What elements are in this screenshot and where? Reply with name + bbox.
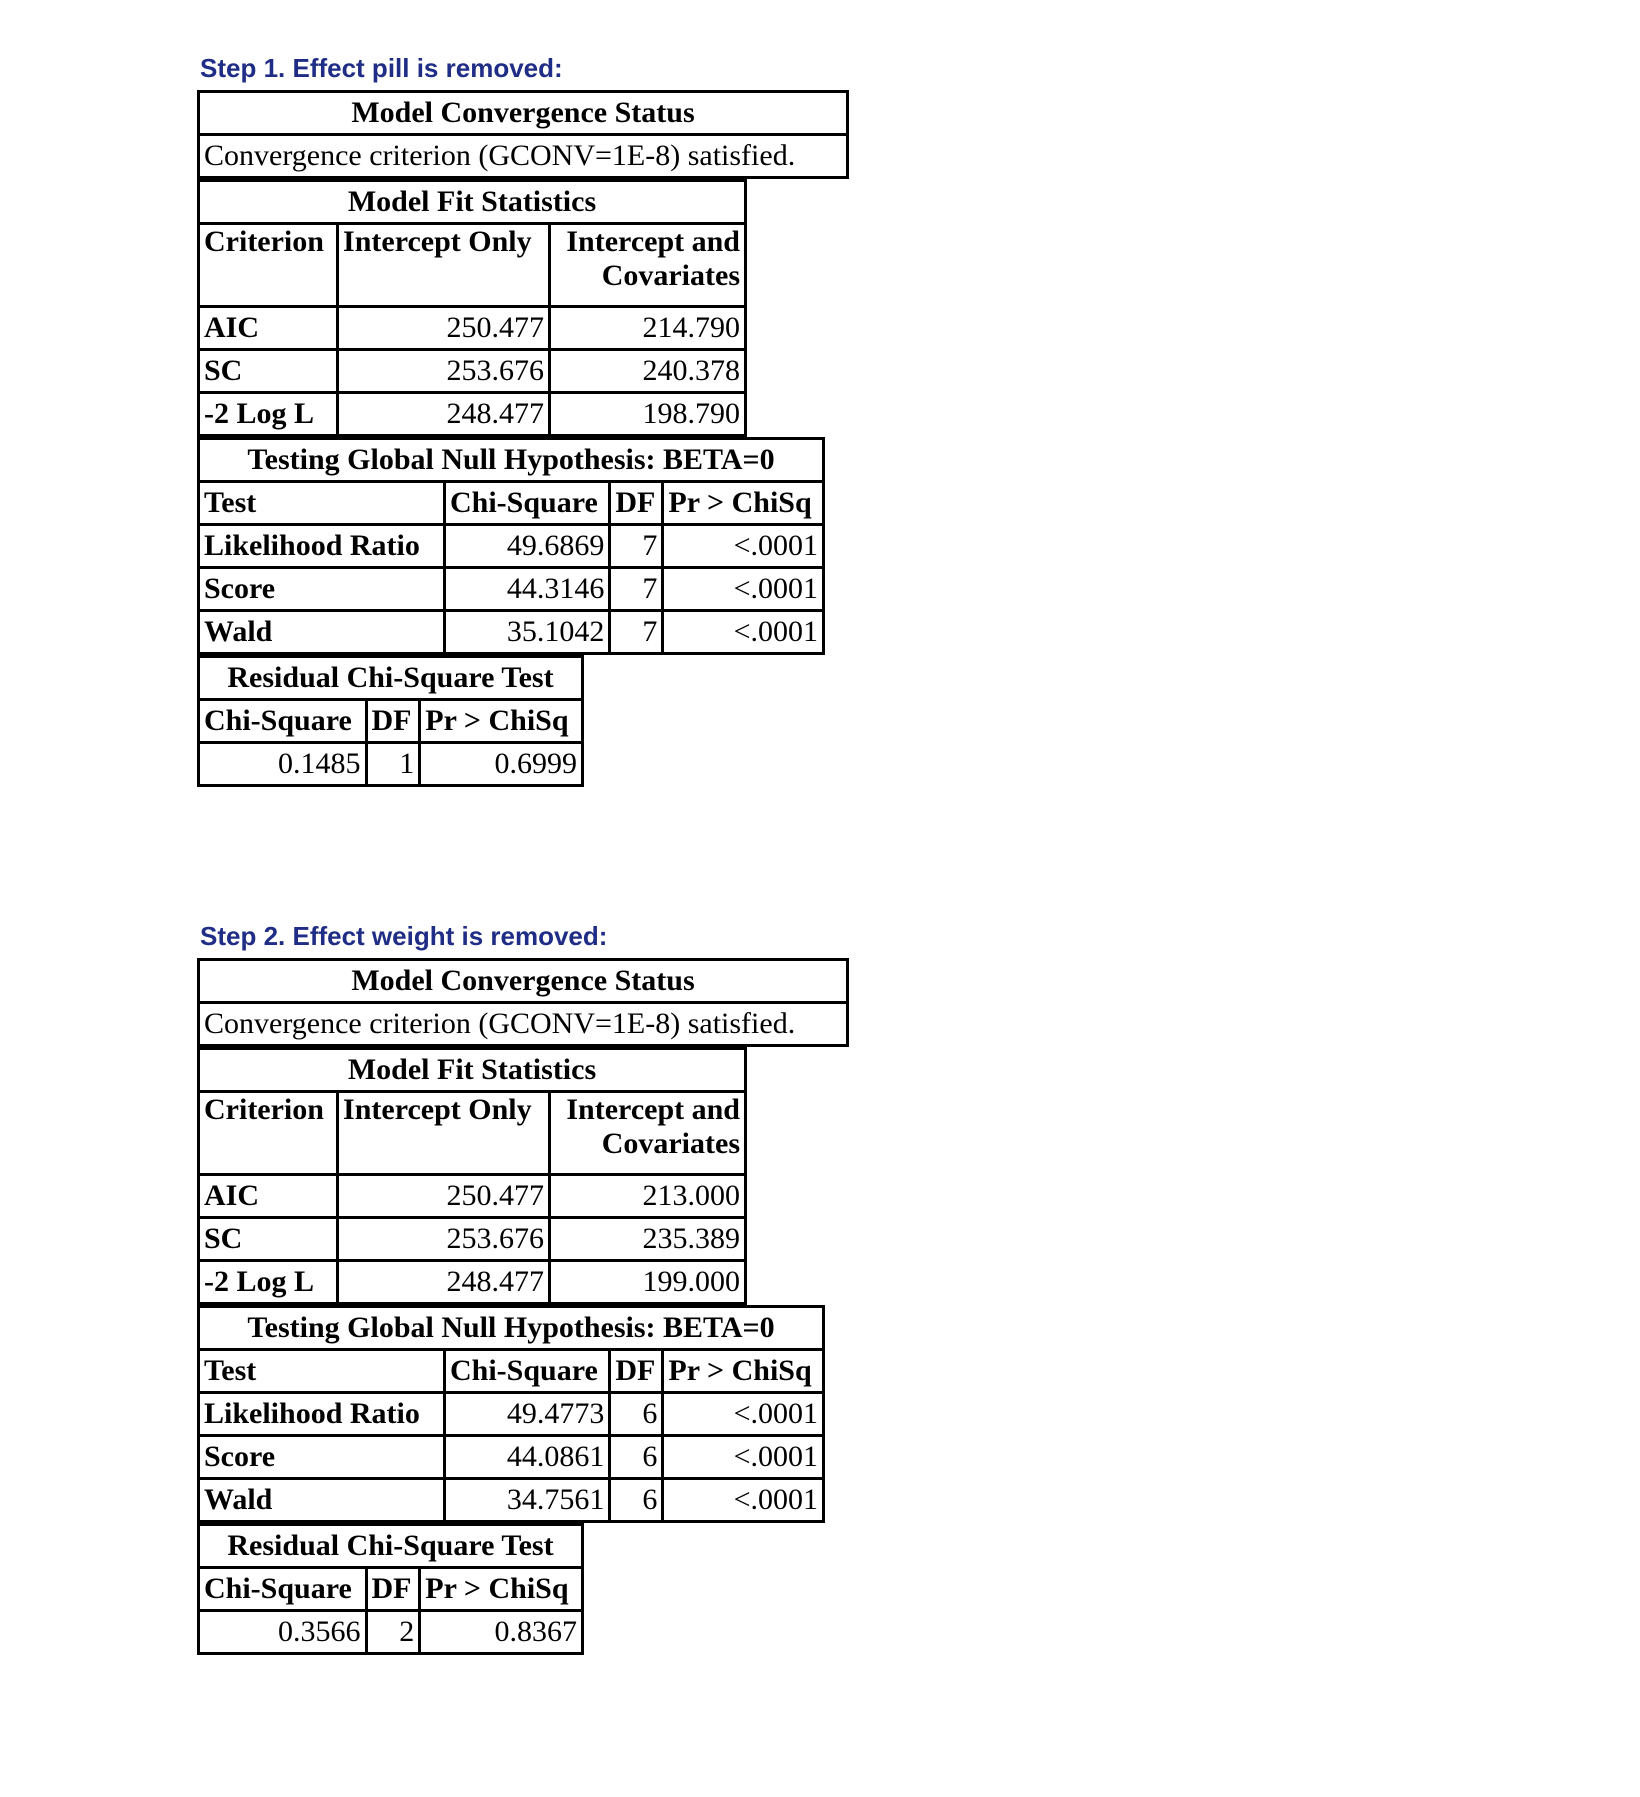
convergence-text: Convergence criterion (GCONV=1E-8) satisfied. (199, 135, 848, 178)
row-label: Likelihood Ratio (199, 525, 445, 568)
row-label: Score (199, 568, 445, 611)
header-line: Covariates (601, 1127, 740, 1160)
table-cell: 0.1485 (199, 743, 367, 786)
table-cell: 44.3146 (445, 568, 610, 611)
column-header: DF (610, 482, 663, 525)
table-cell: <.0001 (663, 1393, 824, 1436)
table-cell: 235.389 (549, 1218, 745, 1261)
row-label: Score (199, 1436, 445, 1479)
table-cell: 248.477 (338, 393, 550, 436)
table-caption: Model Convergence Status (199, 960, 848, 1003)
table-caption: Residual Chi-Square Test (199, 657, 583, 700)
table-cell: 6 (610, 1393, 663, 1436)
step-2-section (197, 920, 849, 1655)
table-row (199, 1479, 824, 1522)
table-row (199, 393, 746, 436)
column-header: Test (199, 1350, 445, 1393)
table-cell: 0.8367 (420, 1611, 583, 1654)
row-label: -2 Log L (199, 1261, 338, 1304)
table-cell: 7 (610, 568, 663, 611)
column-header: DF (366, 700, 420, 743)
residual-chi-square-table (197, 1523, 584, 1655)
row-label: SC (199, 350, 338, 393)
table-row (199, 743, 583, 786)
table-caption: Model Fit Statistics (199, 181, 746, 224)
column-header: Intercept Only (338, 224, 550, 307)
residual-chi-square-table (197, 655, 584, 787)
table-cell: 199.000 (549, 1261, 745, 1304)
table-caption: Residual Chi-Square Test (199, 1525, 583, 1568)
column-header: Pr > ChiSq (663, 1350, 824, 1393)
table-cell: 248.477 (338, 1261, 550, 1304)
table-cell: 6 (610, 1436, 663, 1479)
header-line: Intercept and (566, 225, 740, 258)
table-cell: <.0001 (663, 568, 824, 611)
column-header: DF (610, 1350, 663, 1393)
header-line: Covariates (601, 259, 740, 292)
fit-statistics-table (197, 179, 747, 437)
table-row (199, 1611, 583, 1654)
table-cell: 214.790 (549, 307, 745, 350)
column-header: Chi-Square (199, 700, 367, 743)
table-cell: 0.6999 (420, 743, 583, 786)
column-header: Pr > ChiSq (420, 700, 583, 743)
table-row (199, 1393, 824, 1436)
table-cell: <.0001 (663, 611, 824, 654)
table-row (199, 1436, 824, 1479)
table-caption: Model Convergence Status (199, 92, 848, 135)
row-label: AIC (199, 1175, 338, 1218)
header-line: Intercept and (566, 1093, 740, 1126)
table-row (199, 525, 824, 568)
column-header: Chi-Square (199, 1568, 367, 1611)
table-caption: Testing Global Null Hypothesis: BETA=0 (199, 439, 824, 482)
table-cell: 7 (610, 611, 663, 654)
table-cell: 240.378 (549, 350, 745, 393)
step-title: Step 2. Effect weight is removed: (200, 921, 608, 951)
row-label: Wald (199, 611, 445, 654)
column-header: Criterion (199, 1092, 338, 1175)
table-row (199, 1261, 746, 1304)
table-cell: 7 (610, 525, 663, 568)
row-label: AIC (199, 307, 338, 350)
table-caption: Testing Global Null Hypothesis: BETA=0 (199, 1307, 824, 1350)
table-cell: 2 (366, 1611, 420, 1654)
table-row (199, 568, 824, 611)
column-header: Criterion (199, 224, 338, 307)
table-cell: 49.4773 (445, 1393, 610, 1436)
global-null-table (197, 1305, 825, 1523)
column-header (549, 224, 745, 307)
table-cell: 253.676 (338, 1218, 550, 1261)
table-row (199, 1175, 746, 1218)
table-cell: 49.6869 (445, 525, 610, 568)
table-row (199, 611, 824, 654)
table-cell: 6 (610, 1479, 663, 1522)
table-cell: <.0001 (663, 1436, 824, 1479)
row-label: Likelihood Ratio (199, 1393, 445, 1436)
table-cell: 44.0861 (445, 1436, 610, 1479)
table-cell: 250.477 (338, 307, 550, 350)
column-header: Pr > ChiSq (420, 1568, 583, 1611)
table-cell: 253.676 (338, 350, 550, 393)
table-row (199, 350, 746, 393)
table-cell: <.0001 (663, 525, 824, 568)
table-cell: <.0001 (663, 1479, 824, 1522)
table-cell: 1 (366, 743, 420, 786)
table-cell: 198.790 (549, 393, 745, 436)
column-header: Chi-Square (445, 1350, 610, 1393)
table-caption: Model Fit Statistics (199, 1049, 746, 1092)
row-label: SC (199, 1218, 338, 1261)
convergence-text: Convergence criterion (GCONV=1E-8) satisfied. (199, 1003, 848, 1046)
step-title: Step 1. Effect pill is removed: (200, 53, 563, 83)
table-row (199, 1218, 746, 1261)
column-header: Pr > ChiSq (663, 482, 824, 525)
table-cell: 250.477 (338, 1175, 550, 1218)
convergence-table (197, 90, 849, 179)
column-header: Test (199, 482, 445, 525)
column-header (549, 1092, 745, 1175)
row-label: -2 Log L (199, 393, 338, 436)
column-header: Intercept Only (338, 1092, 550, 1175)
table-cell: 34.7561 (445, 1479, 610, 1522)
fit-statistics-table (197, 1047, 747, 1305)
column-header: Chi-Square (445, 482, 610, 525)
convergence-table (197, 958, 849, 1047)
column-header: DF (366, 1568, 420, 1611)
table-cell: 213.000 (549, 1175, 745, 1218)
step-1-section (197, 52, 849, 787)
global-null-table (197, 437, 825, 655)
table-row (199, 307, 746, 350)
row-label: Wald (199, 1479, 445, 1522)
table-cell: 35.1042 (445, 611, 610, 654)
table-cell: 0.3566 (199, 1611, 367, 1654)
